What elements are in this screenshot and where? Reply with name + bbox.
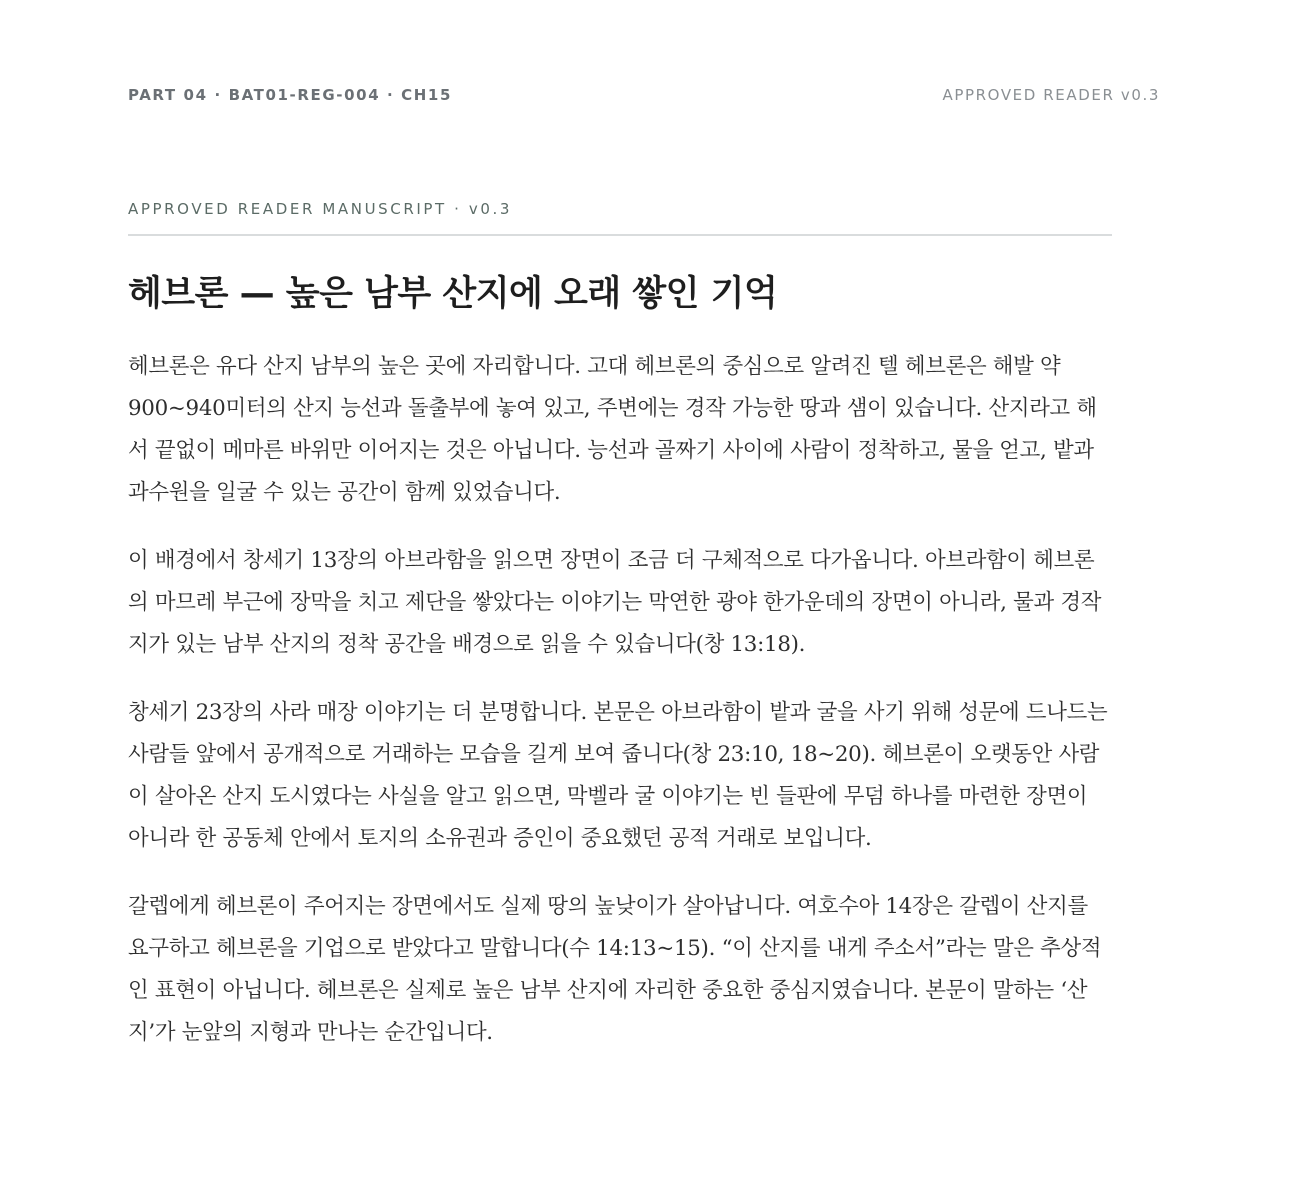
chapter-title: 헤브론 — 높은 남부 산지에 오래 쌓인 기억 (128, 274, 778, 314)
reader-version-label: APPROVED READER v0.3 (942, 86, 1160, 104)
body-paragraph-2: 이 배경에서 창세기 13장의 아브라함을 읽으면 장면이 조금 더 구체적으로 다가옵니다. 아브라함이 헤브론의 마므레 부근에 장막을 치고 제단을 쌓았다는 이야기는 막연한 광야 한가운데의 장면이 아니라, 물과 경작지가 있는 남부 산지의 정착 공간을 배경으로 읽을 수 있습니다(창 13:18). (128, 548, 1102, 657)
manuscript-eyebrow: APPROVED READER MANUSCRIPT · v0.3 (128, 200, 1112, 236)
body-paragraph-1: 헤브론은 유다 산지 남부의 높은 곳에 자리합니다. 고대 헤브론의 중심으로 알려진 텔 헤브론은 해발 약 900~940미터의 산지 능선과 돌출부에 놓여 있고, 주변에는 경작 가능한 땅과 샘이 있습니다. 산지라고 해서 끝없이 메마른 바위만 이어지는 것은 아닙니다. 능선과 골짜기 사이에 사람이 정착하고, 물을 얻고, 밭과 과수원을 일굴 수 있는 공간이 함께 있었습니다. (128, 354, 1097, 505)
top-bar (128, 86, 1160, 104)
body-paragraph-3: 창세기 23장의 사라 매장 이야기는 더 분명합니다. 본문은 아브라함이 밭과 굴을 사기 위해 성문에 드나드는 사람들 앞에서 공개적으로 거래하는 모습을 길게 보여 줍니다(창 23:10, 18~20). 헤브론이 오랫동안 사람이 살아온 산지 도시였다는 사실을 알고 읽으면, 막벨라 굴 이야기는 빈 들판에 무덤 하나를 마련한 장면이 아니라 한 공동체 안에서 토지의 소유권과 증인이 중요했던 공적 거래로 보입니다. (128, 700, 1108, 851)
manuscript-content (128, 200, 1112, 1080)
body-paragraph-4: 갈렙에게 헤브론이 주어지는 장면에서도 실제 땅의 높낮이가 살아납니다. 여호수아 14장은 갈렙이 산지를 요구하고 헤브론을 기업으로 받았다고 말합니다(수 14:13~15). “이 산지를 내게 주소서”라는 말은 추상적인 표현이 아닙니다. 헤브론은 실제로 높은 남부 산지에 자리한 중요한 중심지였습니다. 본문이 말하는 ‘산지’가 눈앞의 지형과 만나는 순간입니다. (128, 894, 1102, 1045)
breadcrumb: PART 04 · BAT01-REG-004 · CH15 (128, 86, 453, 104)
